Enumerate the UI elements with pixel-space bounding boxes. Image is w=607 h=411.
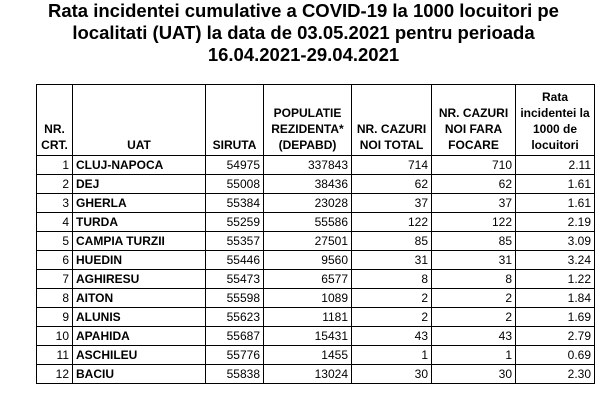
cell-populatie: 55586	[264, 213, 352, 232]
cell-rata: 2.79	[516, 327, 595, 346]
header-cazuri-total: NR. CAZURI NOI TOTAL	[352, 85, 432, 156]
cell-rata: 1.84	[516, 289, 595, 308]
cell-cazuri-fara-focare: 2	[432, 308, 516, 327]
table-row	[37, 156, 595, 175]
cell-siruta: 55598	[206, 289, 264, 308]
cell-uat: TURDA	[73, 213, 206, 232]
cell-siruta: 55687	[206, 327, 264, 346]
cell-cazuri-fara-focare: 43	[432, 327, 516, 346]
incidence-table	[36, 84, 595, 384]
cell-cazuri-fara-focare: 37	[432, 194, 516, 213]
cell-uat: AGHIRESU	[73, 270, 206, 289]
cell-crt: 10	[37, 327, 73, 346]
cell-rata: 1.22	[516, 270, 595, 289]
cell-crt: 12	[37, 365, 73, 384]
cell-cazuri-fara-focare: 30	[432, 365, 516, 384]
cell-populatie: 337843	[264, 156, 352, 175]
cell-cazuri-total: 2	[352, 308, 432, 327]
cell-uat: CAMPIA TURZII	[73, 232, 206, 251]
cell-rata: 1.61	[516, 194, 595, 213]
table-row	[37, 346, 595, 365]
cell-rata: 2.19	[516, 213, 595, 232]
cell-uat: GHERLA	[73, 194, 206, 213]
cell-cazuri-fara-focare: 1	[432, 346, 516, 365]
cell-crt: 11	[37, 346, 73, 365]
cell-crt: 3	[37, 194, 73, 213]
table-row	[37, 308, 595, 327]
title-line-2: localitati (UAT) la data de 03.05.2021 pentru perioada	[72, 22, 535, 43]
cell-populatie: 1181	[264, 308, 352, 327]
table-row	[37, 270, 595, 289]
table-row	[37, 289, 595, 308]
table-row	[37, 327, 595, 346]
table-row	[37, 232, 595, 251]
cell-crt: 5	[37, 232, 73, 251]
cell-cazuri-total: 8	[352, 270, 432, 289]
cell-uat: BACIU	[73, 365, 206, 384]
cell-cazuri-fara-focare: 2	[432, 289, 516, 308]
cell-cazuri-total: 714	[352, 156, 432, 175]
header-crt: NR. CRT.	[37, 85, 73, 156]
cell-siruta: 55357	[206, 232, 264, 251]
cell-populatie: 1455	[264, 346, 352, 365]
cell-populatie: 1089	[264, 289, 352, 308]
cell-cazuri-total: 62	[352, 175, 432, 194]
cell-cazuri-total: 1	[352, 346, 432, 365]
cell-crt: 4	[37, 213, 73, 232]
table-header-row	[37, 85, 595, 156]
cell-siruta: 54975	[206, 156, 264, 175]
cell-siruta: 55446	[206, 251, 264, 270]
cell-siruta: 55259	[206, 213, 264, 232]
cell-rata: 2.11	[516, 156, 595, 175]
cell-rata: 3.09	[516, 232, 595, 251]
cell-cazuri-fara-focare: 710	[432, 156, 516, 175]
table-row	[37, 213, 595, 232]
cell-cazuri-fara-focare: 122	[432, 213, 516, 232]
cell-cazuri-fara-focare: 8	[432, 270, 516, 289]
cell-cazuri-total: 122	[352, 213, 432, 232]
table-row	[37, 251, 595, 270]
table-row	[37, 175, 595, 194]
title-line-1: Rata incidentei cumulative a COVID-19 la 1000 locuitori pe	[48, 0, 559, 21]
header-uat: UAT	[73, 85, 206, 156]
cell-rata: 0.69	[516, 346, 595, 365]
table-row	[37, 365, 595, 384]
table-body	[37, 156, 595, 384]
cell-cazuri-fara-focare: 31	[432, 251, 516, 270]
cell-rata: 2.30	[516, 365, 595, 384]
cell-siruta: 55008	[206, 175, 264, 194]
cell-populatie: 9560	[264, 251, 352, 270]
cell-cazuri-total: 30	[352, 365, 432, 384]
title-line-3: 16.04.2021-29.04.2021	[207, 44, 400, 65]
header-siruta: SIRUTA	[206, 85, 264, 156]
cell-cazuri-total: 2	[352, 289, 432, 308]
cell-populatie: 6577	[264, 270, 352, 289]
cell-populatie: 13024	[264, 365, 352, 384]
cell-siruta: 55838	[206, 365, 264, 384]
cell-uat: ALUNIS	[73, 308, 206, 327]
cell-populatie: 27501	[264, 232, 352, 251]
cell-uat: ASCHILEU	[73, 346, 206, 365]
cell-uat: AITON	[73, 289, 206, 308]
cell-populatie: 23028	[264, 194, 352, 213]
cell-cazuri-total: 85	[352, 232, 432, 251]
cell-cazuri-total: 43	[352, 327, 432, 346]
cell-siruta: 55473	[206, 270, 264, 289]
header-rata: Rata incidentei la 1000 de locuitori	[516, 85, 595, 156]
cell-crt: 2	[37, 175, 73, 194]
cell-populatie: 15431	[264, 327, 352, 346]
cell-siruta: 55776	[206, 346, 264, 365]
cell-crt: 9	[37, 308, 73, 327]
cell-uat: APAHIDA	[73, 327, 206, 346]
cell-uat: HUEDIN	[73, 251, 206, 270]
cell-cazuri-fara-focare: 85	[432, 232, 516, 251]
cell-rata: 3.24	[516, 251, 595, 270]
cell-rata: 1.69	[516, 308, 595, 327]
cell-cazuri-total: 31	[352, 251, 432, 270]
page-title	[0, 0, 607, 66]
cell-siruta: 55384	[206, 194, 264, 213]
cell-populatie: 38436	[264, 175, 352, 194]
header-populatie: POPULATIE REZIDENTA* (DEPABD)	[264, 85, 352, 156]
cell-rata: 1.61	[516, 175, 595, 194]
cell-cazuri-fara-focare: 62	[432, 175, 516, 194]
cell-cazuri-total: 37	[352, 194, 432, 213]
cell-crt: 7	[37, 270, 73, 289]
cell-siruta: 55623	[206, 308, 264, 327]
cell-crt: 8	[37, 289, 73, 308]
cell-uat: CLUJ-NAPOCA	[73, 156, 206, 175]
cell-crt: 1	[37, 156, 73, 175]
cell-uat: DEJ	[73, 175, 206, 194]
cell-crt: 6	[37, 251, 73, 270]
table-row	[37, 194, 595, 213]
header-cazuri-fara-focare: NR. CAZURI NOI FARA FOCARE	[432, 85, 516, 156]
